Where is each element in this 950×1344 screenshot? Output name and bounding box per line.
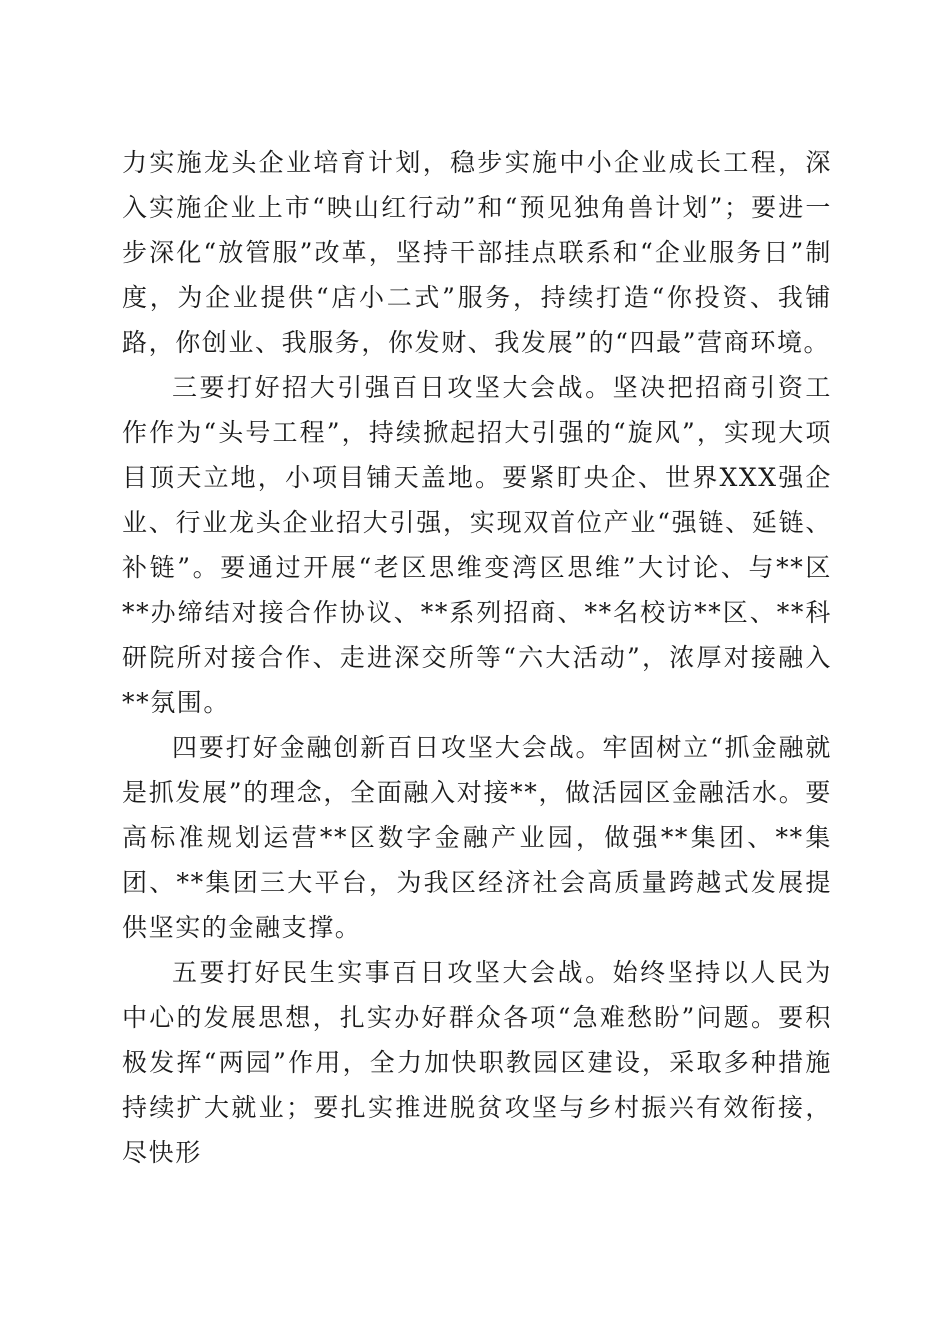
paragraph-financial-innovation: 四要打好金融创新百日攻坚大会战。牢固树立“抓金融就是抓发展”的理念，全面融入对接**，做活园区金融活水。要高标准规划运营**区数字金融产业园，做强**集团、**集团、**集团三大平台，为我区经济社会高质量跨越式发展提供坚实的金融支撑。 (122, 733, 832, 942)
paragraph-continuation: 力实施龙头企业培育计划，稳步实施中小企业成长工程，深入实施企业上市“映山红行动”和“预见独角兽计划”；要进一步深化“放管服”改革，坚持干部挂点联系和“企业服务日”制度，为企业提供“店小二式”服务，持续打造“你投资、我铺路，你创业、我服务，你发财、我发展”的“四最”营商环境。 (122, 148, 832, 357)
paragraph-livelihood-projects: 五要打好民生实事百日攻坚大会战。始终坚持以人民为中心的发展思想，扎实办好群众各项“急难愁盼”问题。要积极发挥“两园”作用，全力加快职教园区建设，采取多种措施持续扩大就业；要扎实推进脱贫攻坚与乡村振兴有效衔接，尽快形 (122, 958, 832, 1167)
paragraph-investment-attraction: 三要打好招大引强百日攻坚大会战。坚决把招商引资工作作为“头号工程”，持续掀起招大引强的“旋风”，实现大项目顶天立地，小项目铺天盖地。要紧盯央企、世界XXX强企业、行业龙头企业招大引强，实现双首位产业“强链、延链、补链”。要通过开展“老区思维变湾区思维”大讨论、与**区**办缔结对接合作协议、**系列招商、**名校访**区、**科研院所对接合作、走进深交所等“六大活动”，浓厚对接融入**氛围。 (122, 373, 832, 717)
document-body (122, 140, 832, 1175)
